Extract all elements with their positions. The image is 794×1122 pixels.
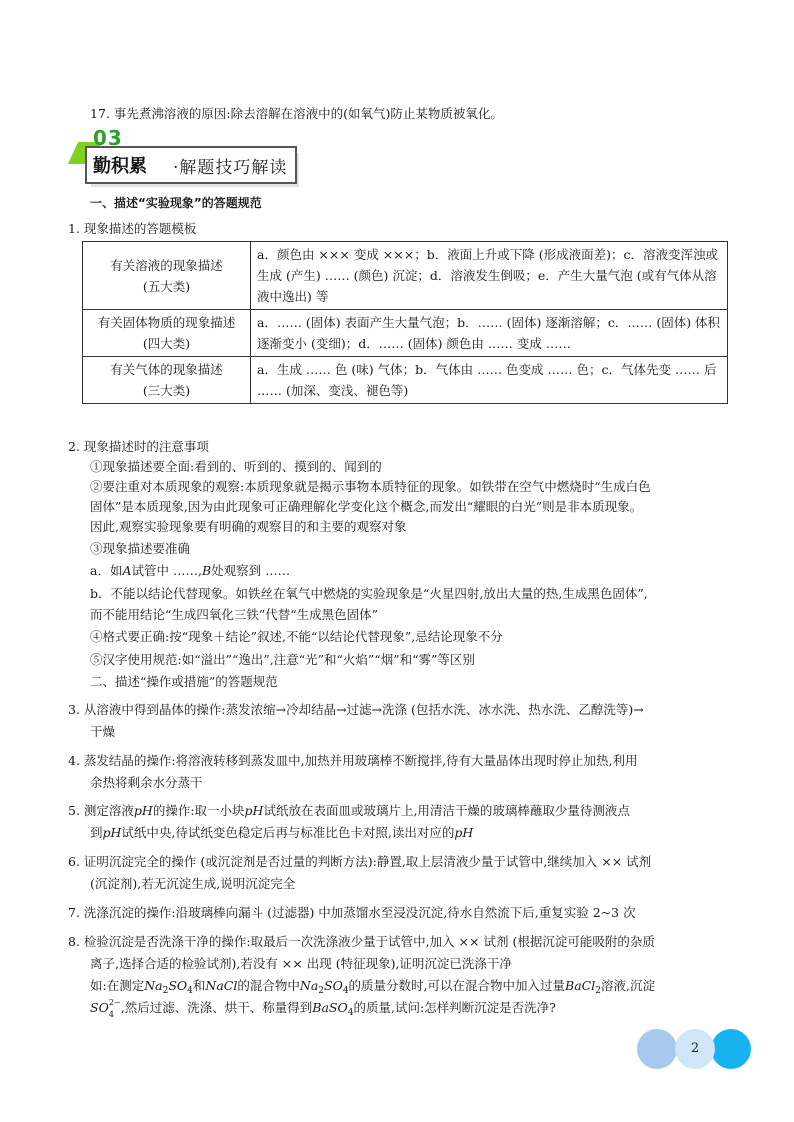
table-row: [83, 242, 728, 310]
note-line-a: a．如A试管中 ……,B处观察到 ……: [90, 563, 291, 578]
note-line: ④格式要正确:按“现象＋结论”叙述,不能“以结论代替现象”,忌结论现象不分: [90, 629, 503, 644]
item-8-cont: 离子,选择合适的检验试剂),若没有 ×× 出现 (特征现象),证明沉淀已洗涤干净: [90, 956, 512, 971]
note-line: ⑤汉字使用规范:如“溢出”“逸出”,注意“光”和“火焰”“烟”和“雾”等区别: [90, 652, 475, 667]
phenomenon-template-table: [82, 241, 728, 404]
banner-number: 03: [93, 126, 123, 150]
table-category-count: (五大类): [142, 278, 191, 294]
note-line: b．不能以结论代替现象。如铁丝在氧气中燃烧的实验现象是“火星四射,放出大量的热,生成黑色固体”,: [90, 586, 648, 601]
page-number-badge: [637, 1029, 757, 1069]
item-8: 8. 检验沉淀是否洗涤干净的操作:取最后一次洗涤液少量于试管中,加入 ×× 试剂 (根据沉淀可能吸附的杂质: [68, 934, 655, 949]
example-line-2: SO 2− 4 ,然后过滤、洗涤、烘干、称量得到BaSO$_4$的质量,试问:怎样判断沉淀是否洗净?: [90, 998, 556, 1019]
note-line: ①现象描述要全面:看到的、听到的、摸到的、闻到的: [90, 459, 382, 474]
note-line: ②要注重对本质现象的观察:本质现象就是揭示事物本质特征的现象。如铁带在空气中燃烧时“生成白色: [90, 479, 651, 494]
section1-heading: 一、描述“实验现象”的答题规范: [90, 196, 262, 210]
decor-circle: [637, 1029, 677, 1069]
table-description: a．…… (固体) 表面产生大量气泡；b．…… (固体) 逐渐溶解；c．…… (固体) 体积逐渐变小 (变细)；d．…… (固体) 颜色由 …… 变成 ……: [251, 310, 728, 357]
example-line-1: 如:在测定$Na_2SO_4$和NaCl的混合物中$Na_2SO_4$的质量分数时,可以在混合物中加入过量BaCl$_2$溶液,沉淀: [90, 978, 655, 996]
note-line: ③现象描述要准确: [90, 541, 191, 556]
table-category: 有关气体的现象描述: [110, 362, 223, 377]
item2-title: 2. 现象描述时的注意事项: [68, 439, 209, 454]
item-5-cont: 到pH试纸中央,待试纸变色稳定后再与标准比色卡对照,读出对应的pH: [90, 825, 474, 840]
item1-title: 1. 现象描述的答题模板: [68, 221, 197, 236]
table-category-count: (四大类): [142, 336, 191, 351]
decor-circle: [711, 1029, 751, 1069]
table-category: 有关固体物质的现象描述: [97, 315, 236, 330]
item-4-cont: 余热将剩余水分蒸干: [90, 775, 203, 790]
table-row: [83, 310, 728, 357]
item-3: 3. 从溶液中得到晶体的操作:蒸发浓缩→冷却结晶→过滤→洗涤 (包括水洗、冰水洗、热水洗、乙醇洗等)→: [68, 702, 644, 717]
table-row: [83, 357, 728, 404]
table-description: a．颜色由 ××× 变成 ×××；b．液面上升或下降 (形成液面差)；c．溶液变浑浊或生成 (产生) …… (颜色) 沉淀；d．溶液发生倒吸；e．产生大量气泡 (或有气体从溶液中逸出) 等: [251, 242, 728, 310]
table-category: 有关溶液的现象描述: [110, 257, 223, 273]
section2-heading: 二、描述“操作或措施”的答题规范: [90, 674, 278, 689]
item-7: 7. 洗涤沉淀的操作:沿玻璃棒向漏斗 (过滤器) 中加蒸馏水至浸没沉淀,待水自然流下后,重复实验 2~3 次: [68, 905, 636, 920]
item-3-cont: 干燥: [90, 724, 116, 739]
item-5: 5. 测定溶液pH的操作:取一小块pH试纸放在表面皿或玻璃片上,用清洁干燥的玻璃棒蘸取少量待测液点: [68, 803, 630, 818]
note-line: 固体”是本质现象,因为由此现象可正确理解化学变化这个概念,而发出“耀眼的白光”则是非本质现象。: [90, 499, 643, 514]
banner-subtitle: ·解题技巧解读: [173, 158, 288, 178]
section-banner: [73, 126, 295, 186]
item-6: 6. 证明沉淀完全的操作 (或沉淀剂是否过量的判断方法):静置,取上层清液少量于试管中,继续加入 ×× 试剂: [68, 854, 652, 869]
page-number: 2: [690, 1041, 700, 1056]
table-description: a．生成 …… 色 (味) 气体；b．气体由 …… 色变成 …… 色；c．气体先变 …… 后 …… (加深、变浅、褪色等): [251, 357, 728, 404]
note-line: 而不能用结论“生成四氧化三铁”代替“生成黑色固体”: [90, 607, 379, 622]
item-6-cont: (沉淀剂),若无沉淀生成,说明沉淀完全: [90, 876, 296, 891]
banner-bold-title: 勤积累: [93, 156, 147, 177]
item-17: 17. 事先煮沸溶液的原因:除去溶解在溶液中的(如氧气)防止某物质被氧化。: [90, 106, 503, 121]
note-line: 因此,观察实验现象要有明确的观察目的和主要的观察对象: [90, 519, 407, 534]
table-category-count: (三大类): [142, 383, 191, 398]
item-4: 4. 蒸发结晶的操作:将溶液转移到蒸发皿中,加热并用玻璃棒不断搅拌,待有大量晶体出现时停止加热,利用: [68, 753, 638, 768]
